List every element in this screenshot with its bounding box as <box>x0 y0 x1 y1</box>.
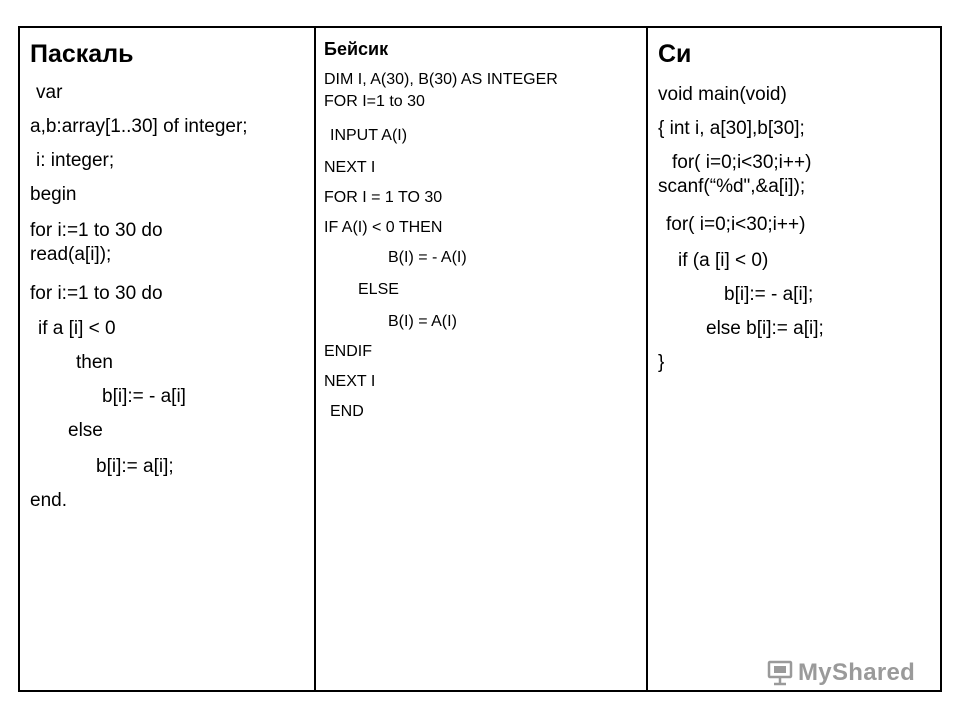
pascal-line: for i:=1 to 30 do <box>30 283 163 304</box>
basic-line: B(I) = A(I) <box>388 313 457 330</box>
pascal-line: read(a[i]); <box>30 244 112 265</box>
basic-line: B(I) = - A(I) <box>388 249 467 266</box>
pascal-line: a,b:array[1..30] of integer; <box>30 116 248 137</box>
c-line: if (a [i] < 0) <box>678 250 769 271</box>
c-line: b[i]:= - a[i]; <box>724 284 814 305</box>
pascal-line: end. <box>30 490 67 511</box>
basic-line: END <box>330 403 364 420</box>
presentation-board-icon <box>766 659 794 687</box>
basic-line: FOR I = 1 TO 30 <box>324 189 443 206</box>
pascal-line: var <box>36 82 63 103</box>
pascal-column <box>20 28 316 690</box>
pascal-line: then <box>76 352 113 373</box>
basic-line: INPUT A(I) <box>330 127 408 144</box>
c-line: } <box>658 352 665 373</box>
watermark-text: MyShared <box>798 659 916 686</box>
c-title: Си <box>658 40 692 68</box>
myshared-watermark <box>766 656 915 690</box>
c-line: void main(void) <box>658 84 787 105</box>
pascal-line: else <box>68 420 103 441</box>
code-comparison-table <box>18 26 942 692</box>
basic-line: ELSE <box>358 281 399 298</box>
basic-line: NEXT I <box>324 159 376 176</box>
c-line: { int i, a[30],b[30]; <box>658 118 805 139</box>
c-line: for( i=0;i<30;i++) <box>672 152 812 173</box>
pascal-line: if a [i] < 0 <box>38 318 116 339</box>
basic-line: DIM I, A(30), B(30) AS INTEGER <box>324 71 558 88</box>
pascal-line: begin <box>30 184 77 205</box>
pascal-line: b[i]:= - a[i] <box>102 386 186 407</box>
c-line: else b[i]:= a[i]; <box>706 318 824 339</box>
pascal-line: b[i]:= a[i]; <box>96 456 174 477</box>
pascal-line: i: integer; <box>36 150 115 171</box>
c-line: for( i=0;i<30;i++) <box>666 214 806 235</box>
pascal-line: for i:=1 to 30 do <box>30 220 163 241</box>
basic-title: Бейсик <box>324 39 389 59</box>
basic-line: IF A(I) < 0 THEN <box>324 219 443 236</box>
basic-line: ENDIF <box>324 343 372 360</box>
basic-column <box>316 28 648 690</box>
basic-line: FOR I=1 to 30 <box>324 93 425 110</box>
basic-line: NEXT I <box>324 373 376 390</box>
c-column <box>648 28 940 690</box>
c-line: scanf(“%d",&a[i]); <box>658 176 806 197</box>
pascal-title: Паскаль <box>30 40 134 68</box>
